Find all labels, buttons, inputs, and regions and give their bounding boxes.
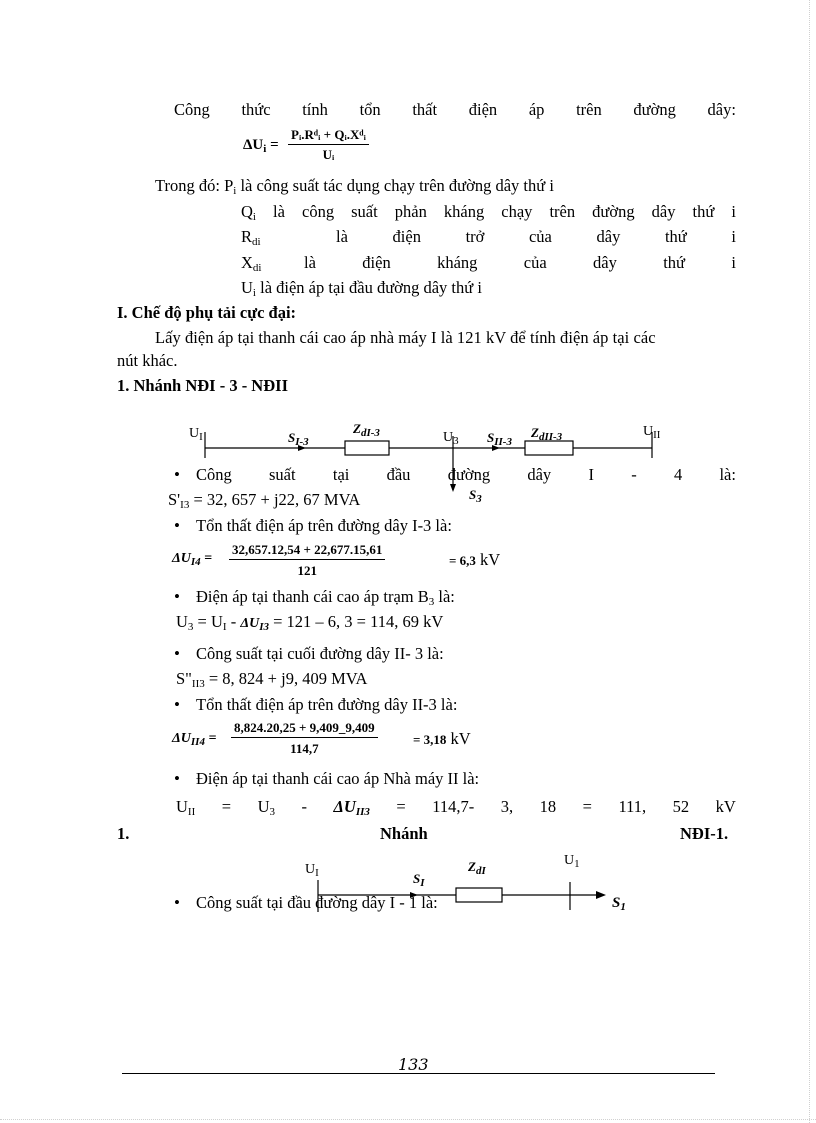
page-number: 133 <box>398 1055 429 1074</box>
word: • Công <box>196 465 232 484</box>
diagram2-u-left: $U_I$ <box>305 862 319 879</box>
diagram2-u-right: $U_1$ <box>564 853 580 870</box>
formula-delta-u-lhs: $\Delta U_i$ = <box>243 137 279 155</box>
word: $U_3$ <box>257 797 276 818</box>
bullet-power-start-i1: • Công suất tại đầu đường dây I - 1 là: <box>196 893 438 913</box>
word: chạy <box>501 202 533 221</box>
formula-2-fraction <box>231 720 378 757</box>
where-u-line: $U_i$ là điện áp tại đầu đường dây thứ i <box>241 278 482 299</box>
word: = <box>221 797 232 816</box>
word: thất <box>412 100 438 119</box>
word: tại <box>332 465 350 484</box>
bullet-voltage-plant-ii: • Điện áp tại thanh cái cao áp Nhà máy II là: <box>196 769 479 789</box>
word: công <box>302 202 335 221</box>
word: dây <box>593 253 617 272</box>
word: 3, <box>500 797 514 816</box>
word: I <box>588 465 594 484</box>
diagram2-s-label: $S_I$ <box>413 871 425 889</box>
word: áp <box>528 100 545 119</box>
diagram1-s3-label: $S_3$ <box>469 487 482 505</box>
word: 111, <box>618 797 647 816</box>
bullet-power-end-ii3: • Công suất tại cuối đường dây II- 3 là: <box>196 644 444 664</box>
word: i <box>731 202 736 221</box>
word: của <box>523 253 547 272</box>
word: dây <box>596 227 621 246</box>
u3-equation: $U_3 = U_I - \Delta U_{I3} = 121 - 6$, 3 = 114, 69 kV <box>176 612 444 633</box>
power-end-value: $S"_{II3} = 8$, 824 + j9, 409 MVA <box>176 669 368 690</box>
formula-denominator: Uᵢ <box>322 147 335 162</box>
word: dây <box>651 202 676 221</box>
word: tổn <box>359 100 381 119</box>
formula-2-numerator: 8,824.20,25 + 9,409_9,409 <box>231 720 378 738</box>
uii-equation <box>176 797 736 818</box>
diagram1-z2-label: $Z_{dII-3}$ <box>531 425 563 443</box>
where-x-line <box>304 253 736 273</box>
word: 52 <box>672 797 690 816</box>
word: kháng <box>443 202 485 221</box>
formula-2-lhs: $\Delta U_{II4}$ = <box>172 731 217 748</box>
branch-heading: 1. Nhánh NĐI - 3 - NĐII <box>117 376 288 395</box>
word: = <box>396 797 406 816</box>
diagram2-s1-label: $S_1$ <box>612 895 626 913</box>
word: i <box>731 227 736 246</box>
bullet-voltage-b3: • Điện áp tại thanh cái cao áp trạm $B_3$ là: <box>196 587 455 608</box>
bullet-voltage-loss-ii3: • Tổn thất điện áp trên đường dây II-3 là: <box>196 695 457 715</box>
word: Công <box>174 100 210 119</box>
where-p-line: Trong đó: $P_i$ là công suất tác dụng chạy trên đường dây thứ i <box>155 176 554 197</box>
word: suất <box>269 465 296 484</box>
bullet-voltage-loss-i3: • Tổn thất điện áp trên đường dây I-3 là: <box>196 516 452 536</box>
word: tính <box>302 100 328 119</box>
formula-2-denominator: 114,7 <box>290 741 319 756</box>
word: là <box>273 202 285 221</box>
formula-1-lhs: $\Delta U_{I4}$ = <box>172 551 213 568</box>
where-q-line <box>241 202 736 223</box>
word: i <box>731 253 736 272</box>
word: $U_{II}$ <box>176 797 196 818</box>
diagram1-s-label: $S_{I-3}$ <box>288 430 309 448</box>
word: dây: <box>707 100 736 119</box>
word: đường <box>592 202 635 221</box>
word: trở <box>465 227 485 246</box>
formula-delta-u-fraction <box>288 127 369 163</box>
word: kháng <box>437 253 478 272</box>
word: kV <box>715 797 736 816</box>
word: - <box>631 465 637 484</box>
word: - <box>301 797 308 816</box>
word: đường <box>633 100 676 119</box>
footer-rule <box>122 1073 715 1074</box>
diagram1-u-left: $U_I$ <box>189 426 203 443</box>
word: 18 <box>539 797 557 816</box>
diagram2-z-label: $Z_{dI}$ <box>468 859 486 877</box>
word: $Q_i$ <box>241 202 256 223</box>
formula-1-fraction <box>229 542 385 579</box>
diagram1-z-label: $Z_{dI-3}$ <box>353 421 380 439</box>
word: của <box>528 227 552 246</box>
page-edge-right <box>809 0 810 1123</box>
word: trên <box>549 202 576 221</box>
word: thứ <box>663 253 685 272</box>
word: thứ <box>692 202 715 221</box>
formula-1-denominator: 121 <box>297 563 317 578</box>
formula-1-result: = 6,3 kV <box>449 550 501 569</box>
word: trên <box>576 100 602 119</box>
word: 114,7- <box>432 797 475 816</box>
word: $\Delta U_{II3}$ <box>333 797 370 818</box>
branch-2-number: 1. <box>117 824 130 843</box>
word: điện <box>392 227 421 246</box>
bullet-power-start <box>196 465 736 485</box>
diagram1-s2-label: $S_{II-3}$ <box>487 430 512 448</box>
diagram1-u-right: $U_{II}$ <box>643 424 661 441</box>
formula-2-result: = 3,18 kV <box>413 729 471 748</box>
word: đường <box>447 465 491 484</box>
section-heading: I. Chế độ phụ tải cực đại: <box>117 303 297 322</box>
word: thức <box>241 100 271 119</box>
word: điện <box>468 100 498 119</box>
word: suất <box>351 202 378 221</box>
intro-line-1 <box>174 100 736 120</box>
formula-1-numerator: 32,657.12,54 + 22,677.15,61 <box>229 542 385 560</box>
word: dây <box>527 465 552 484</box>
section-paragraph-line-2: nút khác. <box>117 351 178 370</box>
word: là <box>304 253 316 272</box>
word: điện <box>362 253 391 272</box>
word: đầu <box>386 465 411 484</box>
word: phản <box>394 202 427 221</box>
diagram1-u-mid: $U_3$ <box>443 430 459 447</box>
where-r-label: $R_{di}$ <box>241 227 261 248</box>
where-x-label: $X_{di}$ <box>241 253 262 274</box>
formula-numerator: Pᵢ.Rᵈᵢ + Qᵢ.Xᵈᵢ <box>288 127 369 145</box>
word: thứ <box>664 227 687 246</box>
word: 4 <box>673 465 683 484</box>
word: là: <box>719 465 736 484</box>
section-paragraph-line-1: Lấy điện áp tại thanh cái cao áp nhà máy I là 121 kV để tính điện áp tại các <box>155 328 656 347</box>
page-edge-bottom <box>0 1119 816 1120</box>
word: là <box>336 227 348 246</box>
where-r-line <box>336 227 736 247</box>
word: = <box>582 797 592 816</box>
branch-2-title: Nhánh <box>380 824 428 843</box>
power-start-value: $S'_{I3} = 32$, 657 + j22, 67 MVA <box>168 490 361 511</box>
branch-2-code: NĐI-1. <box>680 824 729 843</box>
